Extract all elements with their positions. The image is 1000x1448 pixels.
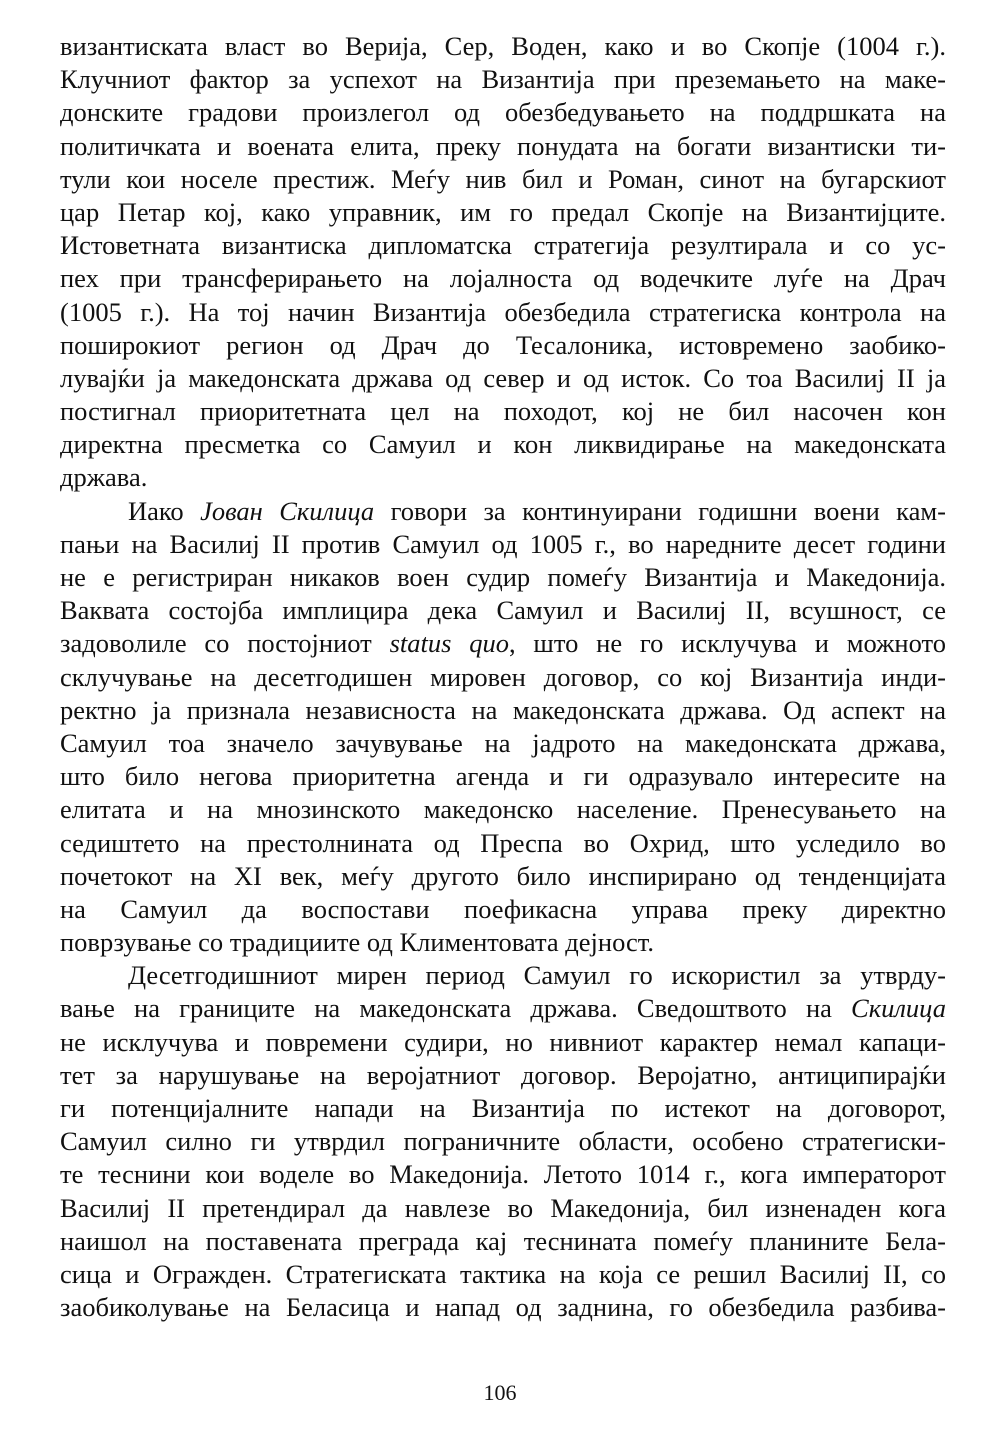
text-line: Самуил тоа значело зачувување на јадрото на македонската држава,: [60, 727, 946, 758]
text-line: сица и Огражден. Стратегиската тактика на која се решил Василиј II, со: [60, 1258, 946, 1289]
text-line: што било негова приоритетна агенда и ги одразувало интересите на: [60, 761, 946, 792]
text-line: Ваквата состојба имплицира дека Самуил и Василиј II, всушност, се: [60, 595, 946, 626]
text-line: (1005 г.). На тој начин Византија обезбедила стратегиска контрола на: [60, 296, 946, 327]
text-line: Василиј II претендирал да навлезе во Македонија, бил изненаден кога: [60, 1192, 946, 1223]
italic-term: Јован Скилица: [200, 495, 375, 526]
text-line: пањи на Василиј II против Самуил од 1005 г., во наредните десет години: [60, 528, 946, 559]
italic-term: Скилица: [851, 993, 946, 1024]
text-line: Клучниот фактор за успехот на Византија при преземањето на маке-: [60, 64, 946, 95]
text-line: постигнал приоритетната цел на походот, кој не бил насочен кон: [60, 396, 946, 427]
text-line: седиштето на престолнината од Преспа во Охрид, што уследило во: [60, 827, 946, 858]
text-line: [60, 627, 946, 660]
text-line: тули кои носеле престиж. Меѓу нив бил и Роман, синот на бугарскиот: [60, 163, 946, 194]
page-number: 106: [483, 1380, 517, 1405]
text-segment: вање на границите на македонската држава. Сведоштвото на: [60, 993, 852, 1024]
document-body: [60, 30, 946, 1324]
text-line: елитата и на мнозинското македонско население. Пренесувањето на: [60, 794, 946, 825]
text-line: [60, 495, 946, 528]
text-line: не е регистриран никаков воен судир помеѓу Византија и Македонија.: [60, 562, 946, 592]
text-line: лувајќи ја македонската држава од север и од исток. Со тоа Василиј II ја: [60, 362, 946, 393]
text-line: почетокот на XI век, меѓу другото било инспирирано од тенденцијата: [60, 860, 946, 891]
text-segment: говори за континуирани годишни воени кам-: [374, 495, 947, 526]
paragraph: [60, 495, 946, 960]
text-line: поврзување со традициите од Климентовата дејност.: [60, 927, 654, 958]
text-line: директна пресметка со Самуил и кон ликвидирање на македонската: [60, 429, 946, 460]
text-line: цар Петар кој, како управник, им го предал Скопје на Византијците.: [60, 196, 946, 227]
paragraph: [60, 959, 946, 1324]
text-line: [60, 992, 946, 1025]
text-line: те теснини кои воделе во Македонија. Летото 1014 г., кога императорот: [60, 1159, 946, 1190]
text-line: поширокиот регион од Драч до Тесалоника, истовремено заобико-: [60, 329, 946, 360]
text-line: наишол на поставената преграда кај теснината помеѓу планините Бела-: [60, 1225, 946, 1256]
text-line: ги потенцијалните напади на Византија по истекот на договорот,: [60, 1093, 946, 1123]
text-line: византиската власт во Верија, Сер, Воден, како и во Скопје (1004 г.).: [60, 31, 946, 61]
text-line: држава.: [60, 462, 148, 493]
paragraph: [60, 30, 946, 495]
text-line: не исклучува и повремени судири, но нивниот карактер немал капаци-: [60, 1026, 946, 1057]
text-line: политичката и воената елита, преку понудата на богати византиски ти-: [60, 130, 946, 161]
text-line: Самуил силно ги утврдил пограничните области, особено стратегиски-: [60, 1126, 946, 1157]
text-segment: Иако: [128, 495, 201, 526]
text-line: пех при трансферирањето на лојалноста од водечките луѓе на Драч: [60, 263, 946, 294]
text-line: склучување на десетгодишен мировен договор, со кој Византија инди-: [60, 661, 946, 692]
text-line: заобиколување на Беласица и напад од заднина, го обезбедила разбива-: [60, 1292, 946, 1323]
text-segment: , што не го исклучува и можното: [509, 628, 946, 659]
text-line: тет за нарушување на веројатниот договор. Веројатно, антиципирајќи: [60, 1059, 946, 1090]
text-line: Десетгодишниот мирен период Самуил го искористил за утврду-: [128, 960, 946, 991]
text-segment: задоволиле со постојниот: [60, 628, 390, 659]
text-line: Истоветната византиска дипломатска стратегија резултирала и со ус-: [60, 230, 946, 261]
text-line: ректно ја признала независноста на македонската држава. Од аспект на: [60, 694, 946, 725]
text-line: на Самуил да воспостави поефикасна управа преку директно: [60, 893, 946, 924]
italic-term: status quo: [389, 628, 509, 659]
text-line: донските градови произлегол од обезбедувањето на поддршката на: [60, 97, 946, 128]
